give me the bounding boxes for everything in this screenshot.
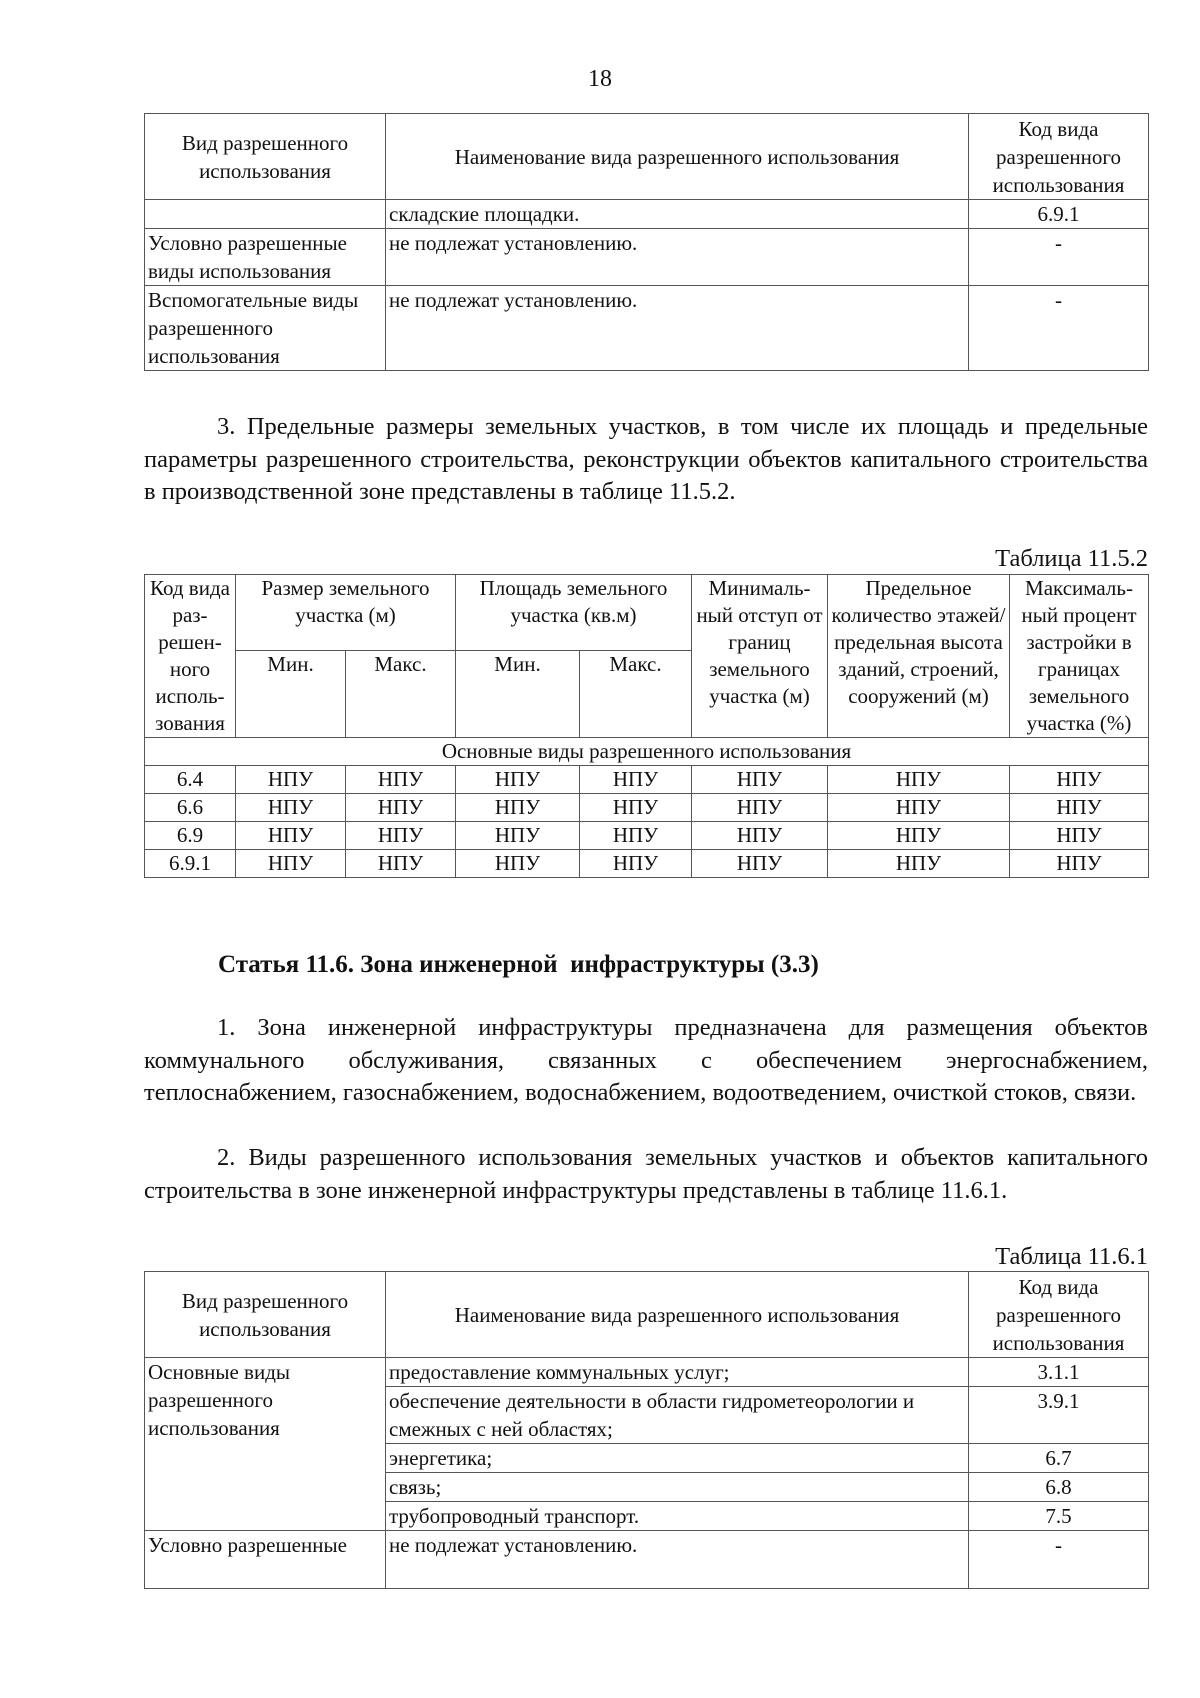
table-caption-11-5-2: Таблица 11.5.2 bbox=[995, 545, 1148, 572]
value-cell: НПУ bbox=[828, 850, 1010, 878]
table-row bbox=[145, 850, 1149, 878]
column-header-min-indent: Минималь-ный отступ от границ земельного участка (м) bbox=[692, 575, 828, 738]
table-header-row bbox=[145, 114, 1149, 200]
table-row bbox=[145, 229, 1149, 286]
use-name-cell: предоставление коммунальных услуг; bbox=[386, 1358, 969, 1387]
use-name-cell: обеспечение деятельности в области гидрометеорологии и смежных с ней областях; bbox=[386, 1387, 969, 1444]
use-code-cell: 7.5 bbox=[969, 1502, 1149, 1531]
value-cell: НПУ bbox=[692, 766, 828, 794]
value-cell: НПУ bbox=[692, 822, 828, 850]
value-cell: НПУ bbox=[1010, 822, 1149, 850]
value-cell: НПУ bbox=[580, 766, 692, 794]
code-cell: 6.6 bbox=[145, 794, 236, 822]
value-cell: НПУ bbox=[456, 850, 580, 878]
use-name-cell: складские площадки. bbox=[386, 200, 969, 229]
value-cell: НПУ bbox=[692, 794, 828, 822]
value-cell: НПУ bbox=[456, 822, 580, 850]
column-header-use-name: Наименование вида разрешенного использования bbox=[386, 1272, 969, 1358]
value-cell: НПУ bbox=[346, 850, 456, 878]
use-code-cell: 6.7 bbox=[969, 1444, 1149, 1473]
value-cell: НПУ bbox=[1010, 850, 1149, 878]
value-cell: НПУ bbox=[580, 822, 692, 850]
column-header-use-code: Код вида разрешенного использования bbox=[969, 1272, 1149, 1358]
use-code-cell: - bbox=[969, 229, 1149, 286]
code-cell: 6.9.1 bbox=[145, 850, 236, 878]
section-main-uses: Основные виды разрешенного использования bbox=[145, 738, 1149, 766]
paragraph-zone-1: 1. Зона инженерной инфраструктуры предназначена для размещения объектов коммунального обслуживания, связанных с обеспечением энергоснабжением, теплоснабжением, газоснабжением, водоснабжением, водоотведением, очисткой стоков, связи. bbox=[144, 1014, 1148, 1106]
column-header-area-max: Макс. bbox=[580, 651, 692, 738]
use-type-cell: Условно разрешенные виды использования bbox=[145, 229, 386, 286]
column-header-area-min: Мин. bbox=[456, 651, 580, 738]
use-type-cell: Вспомогательные виды разрешенного использования bbox=[145, 286, 386, 371]
use-code-cell: 6.8 bbox=[969, 1473, 1149, 1502]
table-row bbox=[145, 200, 1149, 229]
use-name-cell: энергетика; bbox=[386, 1444, 969, 1473]
table-caption-11-6-1: Таблица 11.6.1 bbox=[995, 1243, 1148, 1270]
column-header-use-type: Вид разрешенного использования bbox=[145, 1272, 386, 1358]
table-row bbox=[145, 1358, 1149, 1387]
column-header-floors-height: Предельное количество этажей/ предельная высота зданий, строений, сооружений (м) bbox=[828, 575, 1010, 738]
value-cell: НПУ bbox=[692, 850, 828, 878]
code-cell: 6.9 bbox=[145, 822, 236, 850]
article-heading: Статья 11.6. Зона инженерной инфраструктуры (3.3) bbox=[218, 951, 819, 978]
paragraph-zone-2: 2. Виды разрешенного использования земельных участков и объектов капитального строительства в зоне инженерной инфраструктуры представлены в таблице 11.6.1. bbox=[144, 1144, 1148, 1204]
column-header-code: Код вида раз-решен-ного исполь-зования bbox=[145, 575, 236, 738]
value-cell: НПУ bbox=[456, 794, 580, 822]
value-cell: НПУ bbox=[580, 794, 692, 822]
value-cell: НПУ bbox=[828, 794, 1010, 822]
value-cell: НПУ bbox=[236, 850, 346, 878]
column-header-size-min: Мин. bbox=[236, 651, 346, 738]
table-row bbox=[145, 286, 1149, 371]
use-name-cell: не подлежат установлению. bbox=[386, 229, 969, 286]
value-cell: НПУ bbox=[236, 794, 346, 822]
use-type-main: Основные виды разрешенного использования bbox=[145, 1358, 386, 1531]
use-code-cell: 3.1.1 bbox=[969, 1358, 1149, 1387]
use-name-cell: трубопроводный транспорт. bbox=[386, 1502, 969, 1531]
table-row bbox=[145, 822, 1149, 850]
use-type-cell bbox=[145, 200, 386, 229]
value-cell: НПУ bbox=[1010, 766, 1149, 794]
table-header-row bbox=[145, 1272, 1149, 1358]
paragraph-3: 3. Предельные размеры земельных участков, в том числе их площадь и предельные параметры разрешенного строительства, реконструкции объектов капитального строительства в производственной зоне представлены в таблице 11.5.2. bbox=[144, 413, 1148, 505]
use-code-cell: - bbox=[969, 1531, 1149, 1589]
column-header-plot-size: Размер земельного участка (м) bbox=[236, 575, 456, 651]
value-cell: НПУ bbox=[456, 766, 580, 794]
value-cell: НПУ bbox=[346, 766, 456, 794]
column-header-size-max: Макс. bbox=[346, 651, 456, 738]
use-code-cell: 3.9.1 bbox=[969, 1387, 1149, 1444]
code-cell: 6.4 bbox=[145, 766, 236, 794]
use-name-cell: не подлежат установлению. bbox=[386, 286, 969, 371]
table-row bbox=[145, 1531, 1149, 1589]
table-row bbox=[145, 766, 1149, 794]
value-cell: НПУ bbox=[828, 766, 1010, 794]
column-header-use-type: Вид разрешенного использования bbox=[145, 114, 386, 200]
column-header-use-name: Наименование вида разрешенного использования bbox=[386, 114, 969, 200]
table-section-row bbox=[145, 738, 1149, 766]
parameters-table bbox=[144, 574, 1149, 878]
infrastructure-uses-table bbox=[144, 1271, 1149, 1589]
value-cell: НПУ bbox=[236, 822, 346, 850]
value-cell: НПУ bbox=[346, 822, 456, 850]
column-header-plot-area: Площадь земельного участка (кв.м) bbox=[456, 575, 692, 651]
value-cell: НПУ bbox=[828, 822, 1010, 850]
use-name-cell: связь; bbox=[386, 1473, 969, 1502]
value-cell: НПУ bbox=[580, 850, 692, 878]
page-number: 18 bbox=[588, 66, 612, 92]
value-cell: НПУ bbox=[236, 766, 346, 794]
value-cell: НПУ bbox=[346, 794, 456, 822]
table-row bbox=[145, 794, 1149, 822]
column-header-max-percent: Максималь-ный процент застройки в границах земельного участка (%) bbox=[1010, 575, 1149, 738]
land-use-table-continuation bbox=[144, 113, 1149, 371]
use-name-cell: не подлежат установлению. bbox=[386, 1531, 969, 1589]
use-code-cell: - bbox=[969, 286, 1149, 371]
value-cell: НПУ bbox=[1010, 794, 1149, 822]
use-code-cell: 6.9.1 bbox=[969, 200, 1149, 229]
use-type-conditional: Условно разрешенные bbox=[145, 1531, 386, 1589]
table-header-row bbox=[145, 575, 1149, 651]
column-header-use-code: Код вида разрешенного использования bbox=[969, 114, 1149, 200]
